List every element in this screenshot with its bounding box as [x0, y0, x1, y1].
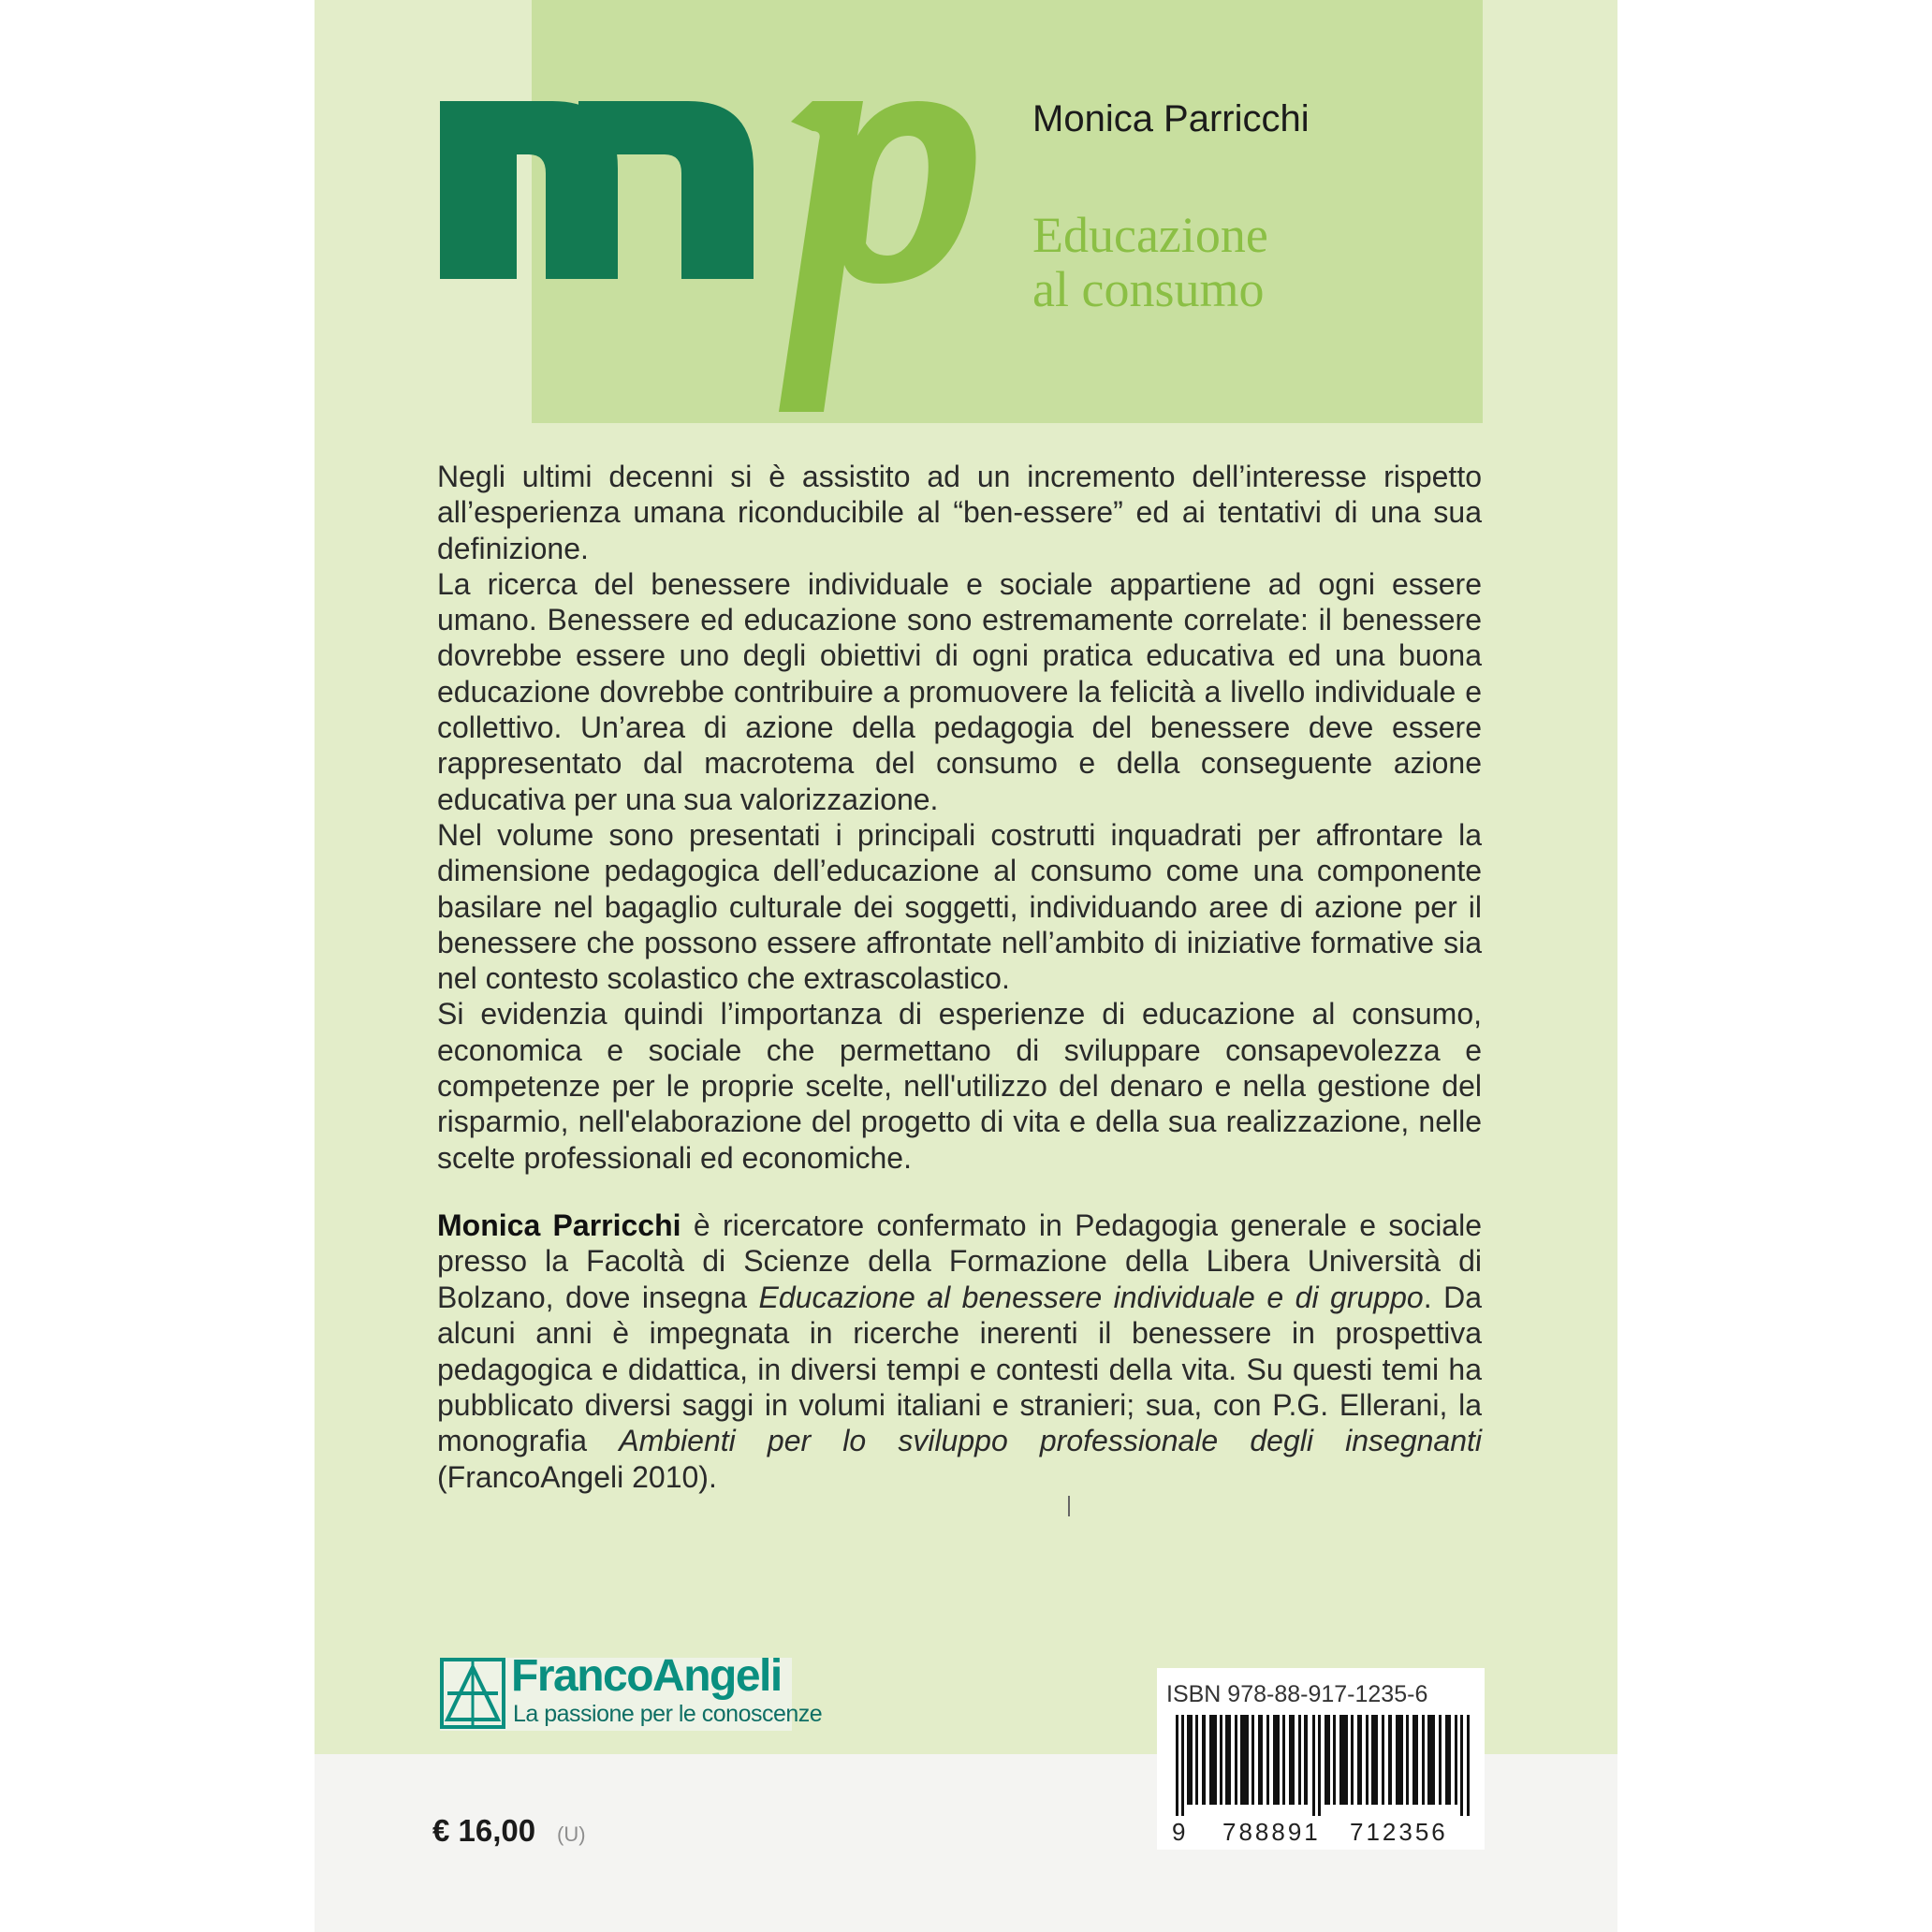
logo-p-letter: [779, 101, 976, 412]
book-title-line-1: Educazione: [1032, 207, 1268, 263]
mp-logo: [440, 98, 992, 454]
bio-course-title: Educazione al benessere individuale e di gruppo: [758, 1280, 1424, 1314]
bio-text-1: è ricercatore confermato in Pedagogia generale e sociale presso la Facoltà di Scienze della Formazione della Libera Università di Bolzano, dove insegna: [437, 1208, 1483, 1314]
header-author: Monica Parricchi: [1032, 98, 1310, 139]
price-code: (U): [557, 1822, 586, 1846]
bio-text-2: . Da alcuni anni è impegnata in ricerche inerenti il benessere in prospettiva pedagogica e didattica, in diversi tempi e contesti della vita. Su questi temi ha pubblicato diversi saggi in volumi italiani e stranieri; sua, con P.G. Ellerani, la monografia: [437, 1280, 1483, 1458]
ean-first-digit: 9: [1172, 1818, 1186, 1846]
author-bio: [437, 1208, 1482, 1495]
bio-monograph-title: Ambienti per lo sviluppo professionale degli insegnanti: [619, 1424, 1483, 1458]
book-title-line-2: al consumo: [1032, 261, 1265, 317]
price: € 16,00: [432, 1813, 536, 1848]
publisher-name: FrancoAngeli: [511, 1651, 782, 1701]
barcode-icon: [1176, 1715, 1475, 1816]
blurb-paragraph-3: Nel volume sono presentati i principali costrutti inquadrati per affrontare la dimensione pedagogica dell’educazione al consumo come una componente basilare nel bagaglio culturale dei soggetti, individuando aree di azione per il benessere che possono essere affrontate nell’ambito di iniziative formative sia nel contesto scolastico che extrascolastico.: [437, 817, 1482, 996]
publisher-mark-icon: [440, 1658, 505, 1729]
blurb-paragraph-1: Negli ultimi decenni si è assistito ad un incremento dell’interesse rispetto all’esperienza umana riconducibile al “ben-essere” ed ai tentativi di una sua definizione.: [437, 460, 1482, 565]
isbn-barcode-box: [1157, 1668, 1485, 1850]
book-title: [1032, 208, 1268, 316]
blurb-paragraph-4: Si evidenzia quindi l’importanza di esperienze di educazione al consumo, economica e sociale che permettano di sviluppare consapevolezza e competenze per le proprie scelte, nell'utilizzo del denaro e nella gestione del risparmio, nell'elaborazione del progetto di vita e della sua realizzazione, nelle scelte professionali ed economiche.: [437, 997, 1482, 1175]
blurb-paragraph-2: La ricerca del benessere individuale e sociale appartiene ad ogni essere umano. Benessere ed educazione sono estremamente correlate: il benessere dovrebbe essere uno degli obiettivi di ogni pratica educativa ed una buona educazione dovrebbe contribuire a promuovere la felicità a livello individuale e collettivo. Un’area di azione della pedagogia del benessere deve essere rappresentato dal macrotema del consumo e della conseguente azione educativa per una sua valorizzazione.: [437, 566, 1482, 816]
author-bio-paragraph: [437, 1208, 1482, 1495]
isbn-label: ISBN 978-88-917-1235-6: [1166, 1681, 1428, 1707]
publisher-tagline: La passione per le conoscenze: [513, 1701, 823, 1727]
ean-left-digits: 788891: [1222, 1818, 1321, 1846]
blurb-text: [437, 459, 1482, 1176]
print-mark: [1068, 1496, 1070, 1516]
bio-author-name: Monica Parricchi: [437, 1208, 681, 1242]
bio-text-3: (FrancoAngeli 2010).: [437, 1459, 717, 1494]
ean-right-digits: 712356: [1350, 1818, 1448, 1846]
publisher-logo: [440, 1651, 823, 1731]
